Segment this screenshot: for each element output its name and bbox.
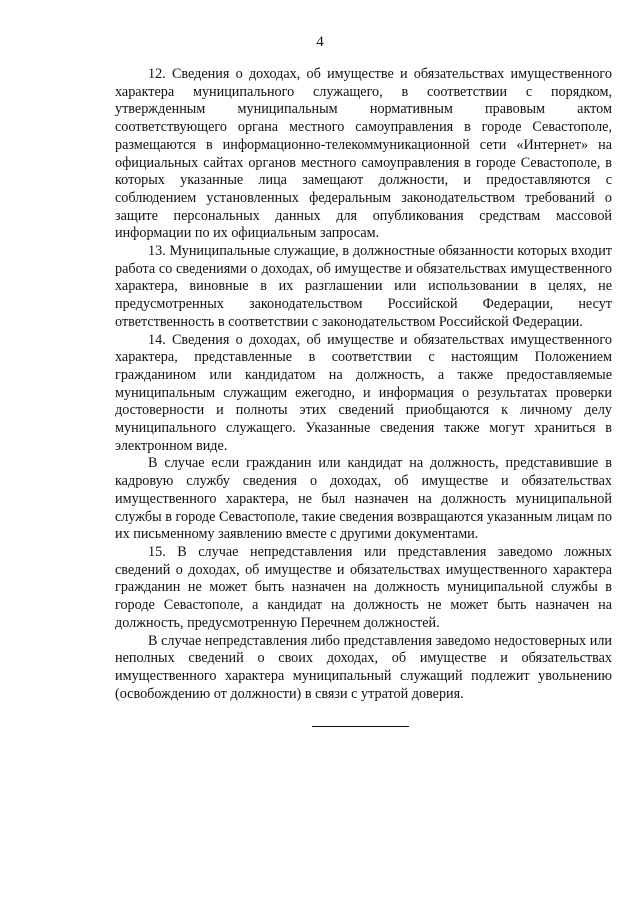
end-of-text-rule: [312, 726, 409, 727]
paragraph-15: 15. В случае непредставления или представления заведомо ложных сведений о доходах, об имуществе и обязательствах имущественного характера гражданин не может быть назначен на должность муниципальной службы в городе Севастополе, а кандидат на должность не может быть назначен на должность, предусмотренную Перечнем должностей.: [115, 543, 612, 631]
page-number: 4: [316, 34, 324, 50]
paragraph-14: 14. Сведения о доходах, об имуществе и обязательствах имущественного характера, представленные в соответствии с настоящим Положением гражданином или кандидатом на должность, а также предоставляемые муниципальным служащим ежегодно, и информация о результатах проверки достоверности и полноты этих сведений приобщаются к личному делу муниципального служащего. Указанные сведения также могут храниться в электронном виде.: [115, 331, 612, 454]
paragraph-13: 13. Муниципальные служащие, в должностные обязанности которых входит работа со сведениями о доходах, об имуществе и обязательствах имущественного характера, виновные в их разглашении или использовании в целях, не предусмотренных законодательством Российской Федерации, несут ответственность в соответствии с законодательством Российской Федерации.: [115, 243, 612, 330]
paragraph-15-continuation: В случае непредставления либо представления заведомо недостоверных или неполных сведений о своих доходах, об имуществе и обязательствах имущественного характера муниципальный служащий подлежит увольнению (освобождению от должности) в связи с утратой доверия.: [115, 632, 612, 702]
paragraph-14-continuation: В случае если гражданин или кандидат на должность, представившие в кадровую службу сведения о доходах, об имуществе и обязательствах имущественного характера, не был назначен на должность муниципальной службы в городе Севастополе, такие сведения возвращаются указанным лицам по их письменному заявлению вместе с другими документами.: [115, 455, 612, 543]
paragraph-12: 12. Сведения о доходах, об имуществе и обязательствах имущественного характера муниципального служащего, в соответствии с порядком, утвержденным муниципальным нормативным правовым актом соответствующего органа местного самоуправления в городе Севастополе, размещаются в информационно-телекоммуникационной сети «Интернет» на официальных сайтах органов местного самоуправления в городе Севастополе, в которых указанные лица замещают должности, и предоставляются с соблюдением установленных федеральным законодательством требований о защите персональных данных для опубликования средствам массовой информации по их официальным запросам.: [115, 66, 612, 242]
document-body: [115, 66, 612, 703]
